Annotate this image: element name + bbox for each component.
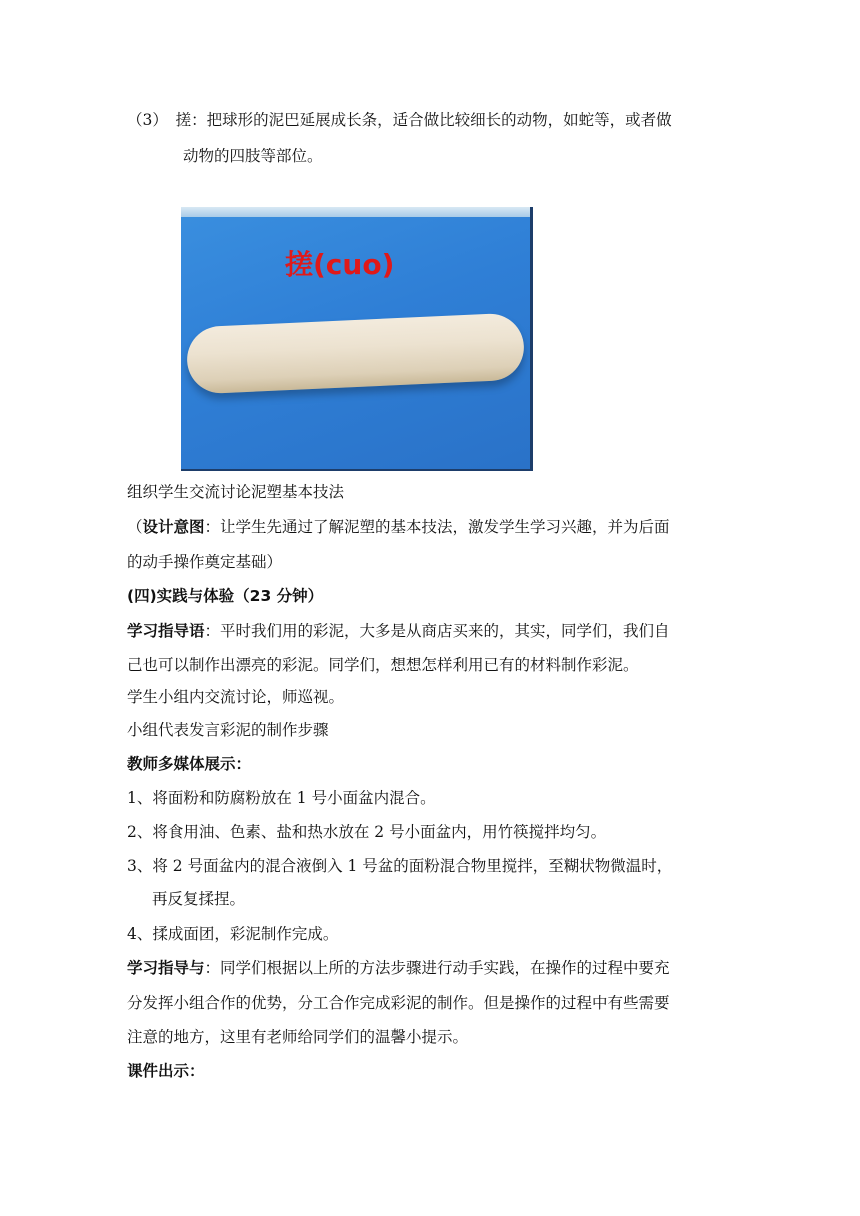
step-4: 4、揉成面团，彩泥制作完成。	[127, 925, 339, 943]
item3-line1: （3） 搓：把球形的泥巴延展成长条，适合做比较细长的动物，如蛇等，或者做	[127, 111, 672, 129]
guide2-line1	[127, 958, 670, 978]
step-1: 1、将面粉和防腐粉放在 1 号小面盆内混合。	[127, 789, 436, 807]
guide2-label: 学习指导与	[127, 959, 205, 977]
guide1-text: ：平时我们用的彩泥，大多是从商店买来的，其实，同学们，我们自	[204, 622, 670, 640]
clay-rolling-photo	[181, 207, 533, 471]
multimedia-heading: 教师多媒体展示：	[127, 755, 252, 773]
guide2-text: ：同学们根据以上所的方法步骤进行动手实践，在操作的过程中要充	[204, 959, 670, 977]
guide1-line2: 己也可以制作出漂亮的彩泥。同学们，想想怎样利用已有的材料制作彩泥。	[127, 656, 639, 674]
guide1-label: 学习指导语	[127, 622, 205, 640]
design-open-paren: （	[127, 518, 143, 536]
photo-top-band	[181, 207, 530, 217]
para-discuss: 组织学生交流讨论泥塑基本技法	[127, 483, 345, 501]
para-rep: 小组代表发言彩泥的制作步骤	[127, 721, 329, 739]
courseware-heading: 课件出示：	[127, 1062, 205, 1080]
guide2-line3: 注意的地方，这里有老师给同学们的温馨小提示。	[127, 1028, 469, 1046]
step-2: 2、将食用油、色素、盐和热水放在 2 号小面盆内，用竹筷搅拌均匀。	[127, 823, 607, 841]
design-intent-text: ：让学生先通过了解泥塑的基本技法，激发学生学习兴趣，并为后面	[204, 518, 670, 536]
step-3-line1: 3、将 2 号面盆内的混合液倒入 1 号盆的面粉混合物里搅拌，至糊状物微温时，	[127, 857, 673, 875]
step-3-line2: 再反复揉捏。	[152, 890, 246, 908]
photo-caption: 搓(cuo)	[285, 248, 395, 281]
design-intent-label: 设计意图	[142, 518, 205, 536]
guide1-line1	[127, 621, 670, 641]
design-intent-line2: 的动手操作奠定基础）	[127, 553, 283, 571]
clay-roll	[186, 312, 526, 394]
item3-line2: 动物的四肢等部位。	[183, 147, 323, 165]
guide2-line2: 分发挥小组合作的优势，分工合作完成彩泥的制作。但是操作的过程中有些需要	[127, 994, 670, 1012]
para-group: 学生小组内交流讨论，师巡视。	[127, 688, 345, 706]
design-intent-line1	[127, 517, 670, 537]
section4-title: (四)实践与体验（23 分钟）	[127, 587, 324, 605]
